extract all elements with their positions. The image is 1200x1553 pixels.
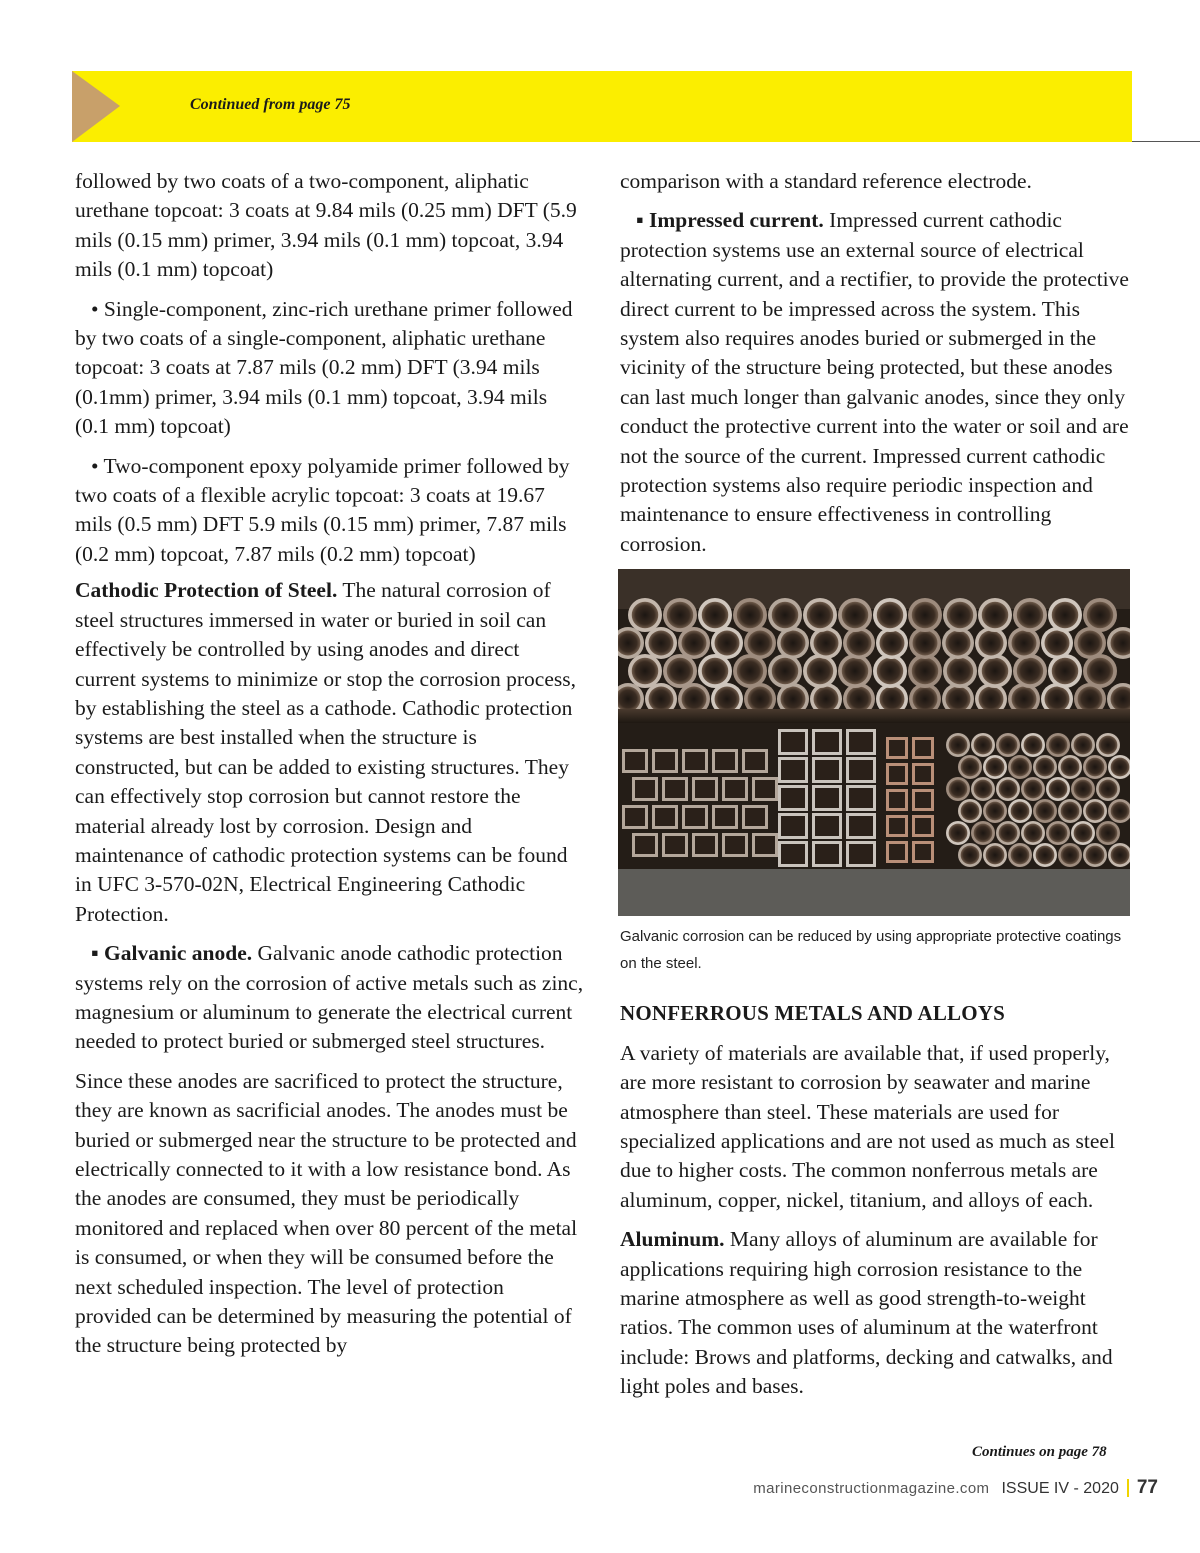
aluminum-heading: Aluminum. xyxy=(620,1227,725,1252)
impressed-current-heading: ▪ Impressed current. xyxy=(636,208,824,233)
cathodic-protection-heading: Cathodic Protection of Steel. xyxy=(75,578,338,603)
steel-pipes-illustration xyxy=(618,569,1130,916)
footer-issue: ISSUE IV - 2020 xyxy=(1001,1480,1119,1497)
coating-spec-paragraph-1: followed by two coats of a two-component, aliphatic urethane topcoat: 3 coats at 9.84 mils (0.25 mm) DFT (5.9 mils (0.15 mm) primer, 3.94 mils (0.1 mm) topcoat, 3.94 mils (0.1 mm) topcoat) xyxy=(75,169,577,282)
continued-from-text: Continued from page 75 xyxy=(190,96,351,113)
aluminum-body: Many alloys of aluminum are available for applications requiring high corrosion resistance to the marine atmosphere as well as good strength-to-weight ratios. The common uses of aluminum at the waterfront include: Brows and platforms, decking and catwalks, and light poles and bases. xyxy=(620,1227,1113,1399)
coating-spec-paragraph-3: • Two-component epoxy polyamide primer followed by two coats of a flexible acrylic topcoat: 3 coats at 19.67 mils (0.5 mm) DFT 5.9 mils (0.15 mm) primer, 7.87 mils (0.2 mm) topcoat, 7.87 mils (0.2 mm) topcoat) xyxy=(75,453,570,566)
banner-arrow-icon xyxy=(72,71,120,142)
nonferrous-paragraph: A variety of materials are available that, if used properly, are more resistant to corrosion by seawater and marine atmosphere than steel. These materials are used for specialized applications and are not used as much as steel due to higher costs. The common nonferrous metals are aluminum, copper, nickel, titanium, and alloys of each. xyxy=(620,1040,1115,1212)
page-footer xyxy=(753,1477,1158,1499)
impressed-current-paragraph xyxy=(620,206,1135,559)
footer-divider xyxy=(1127,1479,1129,1497)
page-number: 77 xyxy=(1136,1477,1158,1498)
photo-caption: Galvanic corrosion can be reduced by using appropriate protective coatings on the steel. xyxy=(620,928,1122,973)
nonferrous-heading: NONFERROUS METALS AND ALLOYS xyxy=(620,1001,1006,1026)
steel-pipes-photo xyxy=(618,569,1130,916)
continues-on-text: Continues on page 78 xyxy=(972,1444,1107,1460)
banner-rule xyxy=(1132,141,1200,142)
cathodic-protection-paragraph xyxy=(75,576,585,929)
galvanic-anode-heading: ▪ Galvanic anode. xyxy=(91,941,253,966)
footer-website: marineconstructionmagazine.com xyxy=(753,1480,990,1497)
galvanic-anode-body: Galvanic anode cathodic protection systems rely on the corrosion of active metals such as zinc, magnesium or aluminum to generate the electrical current needed to protect buried or submerged steel structures. xyxy=(75,941,584,1054)
impressed-current-body: Impressed current cathodic protection systems use an external source of electrical alternating current, and a rectifier, to provide the protective direct current to be impressed across the system. This system also requires anodes buried or submerged in the vicinity of the structure being protected, but these anodes can last much longer than galvanic anodes, since they only conduct the protective current into the water or soil and are not the source of the current. Impressed current cathodic protection systems also require periodic inspection and maintenance to ensure effectiveness in controlling corrosion. xyxy=(620,208,1129,556)
galvanic-anode-paragraph xyxy=(75,939,585,1057)
right-column xyxy=(620,167,1135,1412)
continued-banner xyxy=(72,71,1132,142)
left-column xyxy=(75,167,585,1371)
sacrificial-anodes-paragraph: Since these anodes are sacrificed to protect the structure, they are known as sacrificial anodes. The anodes must be buried or submerged near the structure to be protected and electrically connected to it with a low resistance bond. As the anodes are consumed, they must be periodically monitored and replaced when over 80 percent of the metal is consumed, or when they will be consumed before the next scheduled inspection. The level of protection provided can be determined by measuring the potential of the structure being protected by xyxy=(75,1068,578,1358)
reference-electrode-paragraph: comparison with a standard reference electrode. xyxy=(620,169,1032,193)
aluminum-paragraph xyxy=(620,1225,1135,1401)
coating-spec-paragraph-2: • Single-component, zinc-rich urethane primer followed by two coats of a single-component, aliphatic urethane topcoat: 3 coats at 7.87 mils (0.2 mm) DFT (3.94 mils (0.1mm) primer, 3.94 mils (0.1 mm) topcoat, 3.94 mils (0.1 mm) topcoat) xyxy=(75,296,573,439)
cathodic-protection-body: The natural corrosion of steel structures immersed in water or buried in soil can effectively be controlled by using anodes and direct current systems to minimize or stop the corrosion process, by establishing the steel as a cathode. Cathodic protection systems are best installed when the structure is constructed, but can be added to existing structures. They can effectively stop corrosion but cannot restore the material already lost by corrosion. Design and maintenance of cathodic protection systems can be found in UFC 3-570-02N, Electrical Engineering Cathodic Protection. xyxy=(75,578,576,926)
